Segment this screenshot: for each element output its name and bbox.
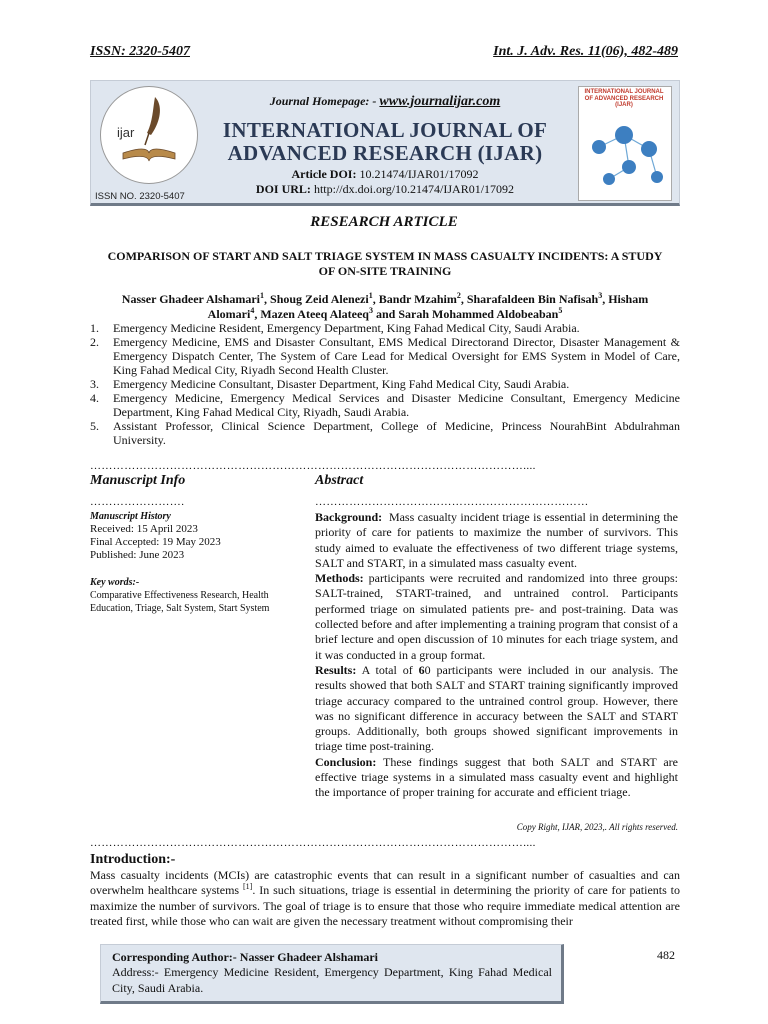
abstract-body (315, 510, 678, 801)
journal-homepage (200, 94, 570, 110)
received-date: Received: 15 April 2023 (90, 523, 198, 535)
keywords-block (90, 576, 290, 615)
article-title: COMPARISON OF START AND SALT TRIAGE SYSTEM IN MASS CASUALTY INCIDENTS: A STUDY OF ON-SITE TRAINING (107, 249, 663, 278)
corr-name: Nasser Ghadeer Alshamari (239, 950, 379, 964)
ijar-logo (100, 86, 198, 184)
keywords-label: Key words:- (90, 577, 140, 588)
corresponding-author-text (112, 950, 552, 996)
accepted-date: Final Accepted: 19 May 2023 (90, 536, 221, 548)
doi-url-link[interactable]: http://dx.doi.org/10.21474/IJAR01/17092 (313, 182, 515, 196)
address-label: Address:- (112, 965, 159, 980)
divider: …………………………………………………………………………………………………….... (90, 460, 536, 472)
journal-title (200, 119, 570, 165)
journal-title-line2: ADVANCED RESEARCH (IJAR) (227, 141, 543, 165)
author: Mazen Ateeq Alateeq (260, 307, 369, 321)
copyright: Copy Right, IJAR, 2023,. All rights reserved. (516, 822, 678, 832)
citation-ref[interactable]: [1] (242, 882, 253, 892)
affiliation-item: 2. Emergency Medicine, EMS and Disaster Consultant, EMS Medical Directorand Director, Disaster Management & Emergency Dispatch Center, The System of Care Lead for Medical Oversight for EMS System in Model of Care, King Fahad Medical City, Riyadh Second Health Cluster. (90, 335, 680, 377)
introduction-text: Mass casualty incidents (MCIs) are catastrophic events that can result in a significant number of casualties and can overwhelm healthcare systems [1]. In such situations, triage is essential in determining the priority of care for patients to maximize the number of survivors. The goal of triage is to ensure that those who require immediate medical attention are treated first, while those who can wait are given the necessary treatment without compromising their (90, 868, 681, 928)
abstract-results: Results: A total of 60 participants were included in our analysis. The results showed that both SALT and START training significantly improved triage accuracy compared to the untrained control group. However, there was no significant difference in accuracy between the SALT and START groups. Additionally, both groups showed significant improvements in triage time post-training. (315, 662, 679, 754)
doi-block (200, 167, 570, 197)
author: Shoug Zeid Alenezi (270, 292, 369, 306)
published-date: Published: June 2023 (90, 549, 185, 561)
article-doi: 10.21474/IJAR01/17092 (359, 167, 479, 181)
manuscript-info-heading: Manuscript Info (90, 473, 186, 488)
affiliation-item: 3. Emergency Medicine Consultant, Disaster Department, King Fahd Medical City, Saudi Arabia. (90, 377, 570, 391)
affiliation-item: 4. Emergency Medicine, Emergency Medical Services and Disaster Medicine Consultant, Emergency Medicine Department, King Fahad Medical City, Riyadh, Saudi Arabia. (90, 391, 680, 419)
author: Bandr Mzahim (378, 292, 457, 306)
author: Sharafaldeen Bin Nafisah (466, 292, 599, 306)
homepage-label: Journal Homepage: - (269, 94, 377, 108)
homepage-link[interactable]: www.journalijar.com (379, 94, 501, 109)
abstract-background: Background: Mass casualty incident triage is essential in determining the priority of care for patients to maximize the number of survivors. This study aimed to evaluate the effectiveness of two different triage systems, SALT and START, in a simulated mass casualty event. (315, 510, 679, 570)
address-text: Emergency Medicine Resident, Emergency Department, King Fahad Medical City, Saudi Arabia. (112, 965, 552, 995)
affiliation-item: 1. Emergency Medicine Resident, Emergency Department, King Fahad Medical City, Saudi Arabia. (90, 321, 580, 335)
divider: …………………………………………………………………………………………………….... (90, 837, 536, 849)
affiliation-item: 5. Assistant Professor, Clinical Science Department, College of Medicine, Princess NourahBint Abdulrahman University. (90, 419, 680, 447)
divider: ……………………. (90, 496, 185, 508)
divider: ……………………………………………………………… (315, 496, 589, 508)
logo-text: ijar (117, 125, 135, 140)
affiliation-list (90, 321, 680, 447)
abstract-methods: Methods: participants were recruited and randomized into three groups: SALT-trained, START-trained, and untrained control. Participants performed triage on simulated patients pre- and post-training. Data was collected before and after implementing a training program that consist of a brief lecture and open discussion of 10 minutes for each triage system, and it was conducted in a group format. (315, 571, 679, 662)
author-list: Nasser Ghadeer Alshamari$^1$, Shoug Zeid Alenezi$^1$, Bandr Mzahim$^2$, Sharafaldeen Bin Nafisah$^3$, Hisham Alomari$^4$, Mazen Ateeq Alateeq$^3$ and Sarah Mohammed Aldobeaban$^5$ (121, 291, 649, 321)
abstract-heading: Abstract (315, 473, 364, 488)
corr-label: Corresponding Author:- (112, 950, 237, 964)
logo-issn: ISSN NO. 2320-5407 (95, 191, 185, 202)
cover-title: INTERNATIONAL JOURNAL OF ADVANCED RESEARCH (IJAR) (584, 89, 664, 109)
journal-title-line1: INTERNATIONAL JOURNAL OF (222, 118, 548, 142)
keywords-text: Comparative Effectiveness Research, Health Education, Triage, Salt System, Start System (90, 590, 270, 614)
manuscript-history (90, 510, 290, 562)
author: Nasser Ghadeer Alshamari (121, 292, 261, 306)
page-number: 482 (657, 948, 675, 962)
article-doi-label: Article DOI: (291, 167, 357, 181)
quill-book-icon (101, 87, 197, 183)
author: Hisham Alomari (207, 292, 649, 321)
article-type: RESEARCH ARTICLE (310, 214, 458, 230)
issn-header: ISSN: 2320-5407 (90, 44, 190, 59)
doi-url-label: DOI URL: (255, 182, 311, 196)
introduction-heading: Introduction:- (90, 852, 176, 867)
author: Sarah Mohammed Aldobeaban (398, 307, 559, 321)
citation-header: Int. J. Adv. Res. 11(06), 482-489 (493, 44, 678, 59)
history-label: Manuscript History (90, 511, 171, 522)
abstract-conclusion: Conclusion: These findings suggest that both SALT and START are effective triage systems in a simulated mass casualty event and highlight the importance of proper training for accurate and efficient triage. (315, 754, 678, 800)
